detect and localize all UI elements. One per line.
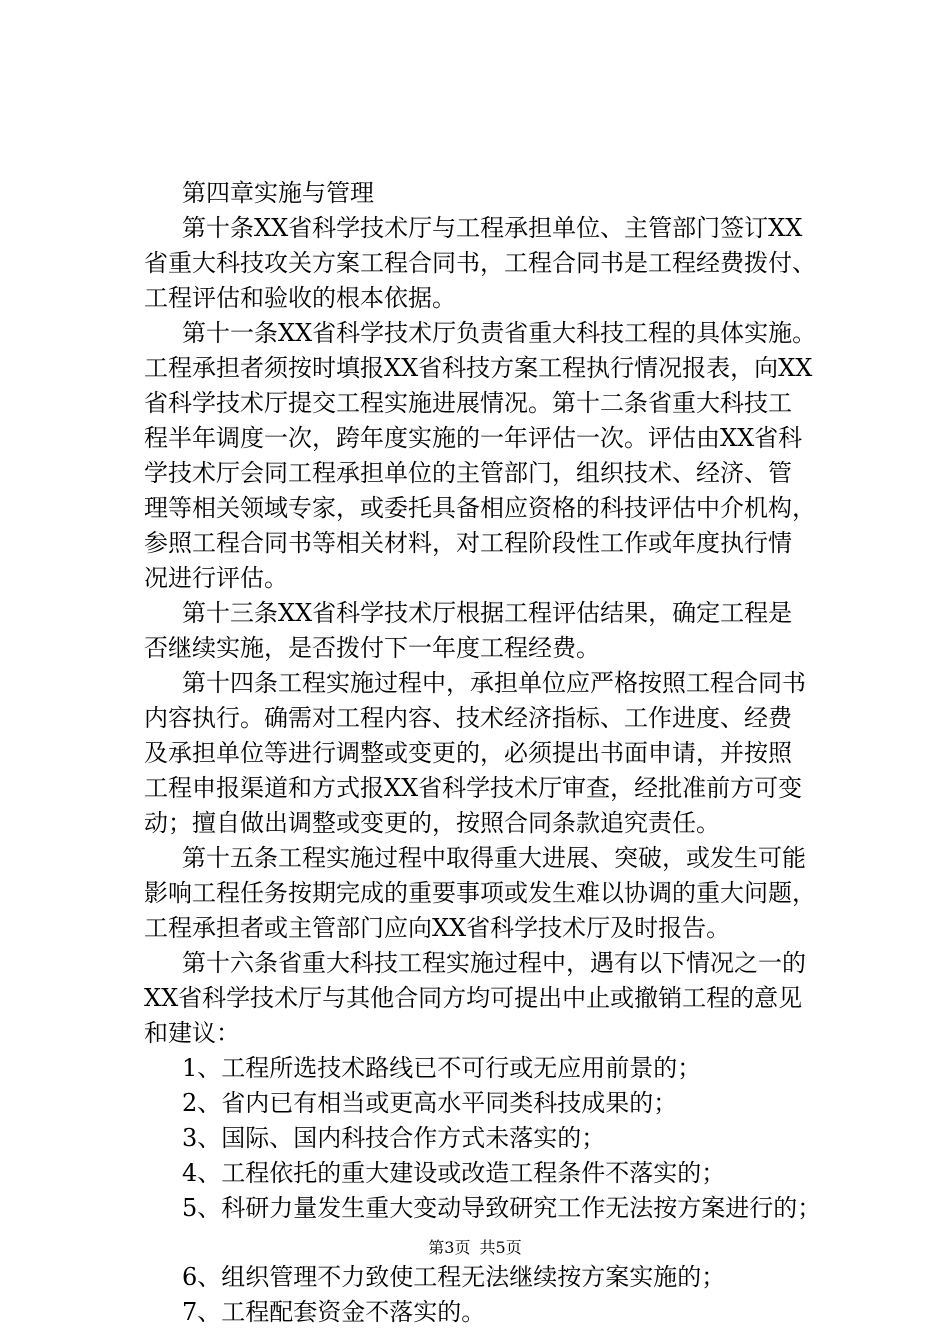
paragraph-line: 动；擅自做出调整或变更的，按照合同条款追究责任。 xyxy=(144,809,720,837)
list-item: 3、国际、国内科技合作方式未落实的； xyxy=(182,1124,606,1152)
list-item: 5、科研力量发生重大变动导致研究工作无法按方案进行的； xyxy=(182,1194,822,1222)
list-item: 2、省内已有相当或更高水平同类科技成果的； xyxy=(182,1089,678,1117)
list-item: 4、工程依托的重大建设或改造工程条件不落实的； xyxy=(182,1159,726,1187)
list-item: 6、组织管理不力致使工程无法继续按方案实施的； xyxy=(182,1263,726,1291)
list-item: 1、工程所选技术路线已不可行或无应用前景的； xyxy=(182,1054,702,1082)
paragraph-line: 参照工程合同书等相关材料，对工程阶段性工作或年度执行情 xyxy=(144,529,792,557)
paragraph-line: 工程申报渠道和方式报XX省科学技术厅审查，经批准前方可变 xyxy=(144,774,803,802)
paragraph-line: 理等相关领域专家，或委托具备相应资格的科技评估中介机构， xyxy=(144,494,816,522)
paragraph-line: 否继续实施，是否拨付下一年度工程经费。 xyxy=(144,634,600,662)
paragraph-line: 工程承担者须按时填报XX省科技方案工程执行情况报表，向XX xyxy=(144,354,813,382)
paragraph-line: 程半年调度一次，跨年度实施的一年评估一次。评估由XX省科 xyxy=(144,424,803,452)
paragraph-line: 第十一条XX省科学技术厅负责省重大科技工程的具体实施。 xyxy=(182,319,817,347)
paragraph-line: 第十条XX省科学技术厅与工程承担单位、主管部门签订XX xyxy=(182,214,803,242)
paragraph-line: 省科学技术厅提交工程实施进展情况。第十二条省重大科技工 xyxy=(144,389,792,417)
paragraph-line: 工程承担者或主管部门应向XX省科学技术厅及时报告。 xyxy=(144,914,731,942)
paragraph-line: 第十四条工程实施过程中，承担单位应严格按照工程合同书 xyxy=(182,669,806,697)
list-item: 7、工程配套资金不落实的。 xyxy=(182,1298,486,1326)
document-body xyxy=(144,176,852,1330)
paragraph-line: 工程评估和验收的根本依据。 xyxy=(144,284,456,312)
paragraph-line: 和建议： xyxy=(144,1019,240,1047)
paragraph-line: 第十三条XX省科学技术厅根据工程评估结果，确定工程是 xyxy=(182,599,793,627)
page-footer xyxy=(0,1237,950,1259)
paragraph-line: 学技术厅会同工程承担单位的主管部门，组织技术、经济、管 xyxy=(144,459,792,487)
paragraph-line: 内容执行。确需对工程内容、技术经济指标、工作进度、经费 xyxy=(144,704,792,732)
paragraph-line: 况进行评估。 xyxy=(144,564,288,592)
page-total: 共5页 xyxy=(479,1238,522,1257)
paragraph-line: 影响工程任务按期完成的重要事项或发生难以协调的重大问题， xyxy=(144,879,816,907)
paragraph-line: 第十六条省重大科技工程实施过程中，遇有以下情况之一的 xyxy=(182,949,806,977)
paragraph-line: 及承担单位等进行调整或变更的，必须提出书面申请，并按照 xyxy=(144,739,792,767)
chapter-heading: 第四章实施与管理 xyxy=(182,179,374,207)
paragraph-line: 第十五条工程实施过程中取得重大进展、突破，或发生可能 xyxy=(182,844,806,872)
paragraph-line: 省重大科技攻关方案工程合同书，工程合同书是工程经费拨付、 xyxy=(144,249,816,277)
page-number: 第3页 xyxy=(428,1238,471,1257)
paragraph-line: XX省科学技术厅与其他合同方均可提出中止或撤销工程的意见 xyxy=(144,984,803,1012)
